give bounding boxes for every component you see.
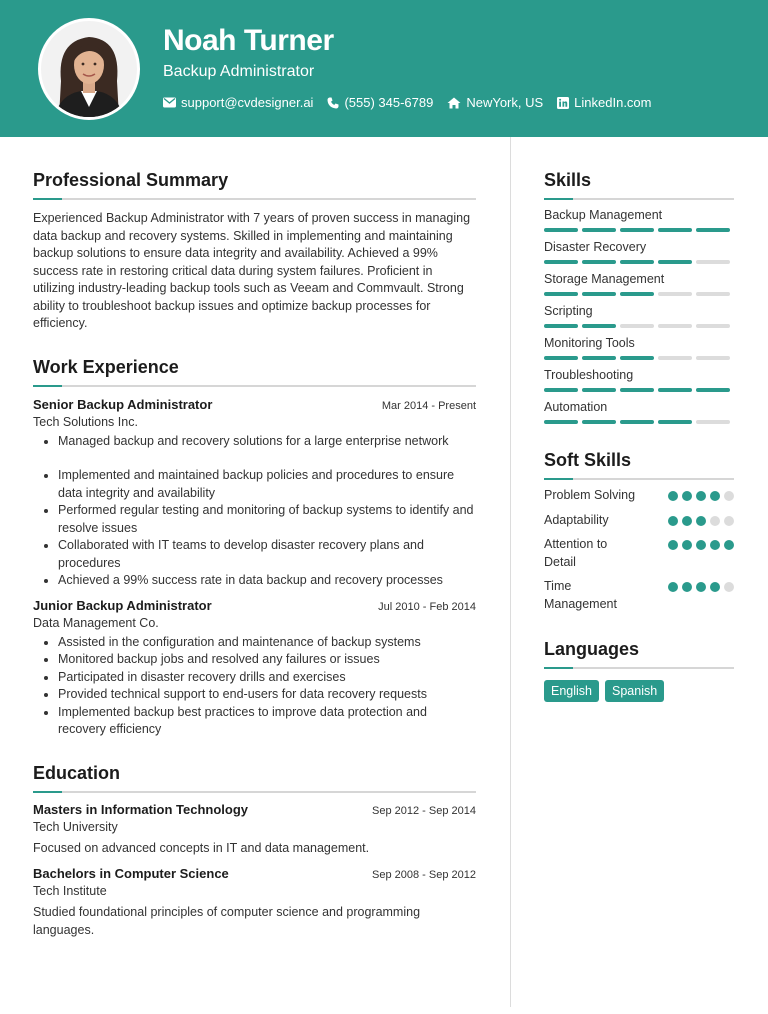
side-column bbox=[544, 170, 734, 702]
rating-dot bbox=[668, 540, 678, 550]
job-date: Mar 2014 - Present bbox=[381, 399, 476, 412]
rating-dot bbox=[710, 540, 720, 550]
section-rule bbox=[33, 385, 476, 387]
skill-item bbox=[544, 304, 734, 328]
level-segment bbox=[582, 356, 616, 360]
list-item: • Assisted in the configuration and maintenance of backup systems bbox=[58, 634, 476, 652]
level-segment bbox=[582, 388, 616, 392]
job-date: Jul 2010 - Feb 2014 bbox=[378, 600, 476, 613]
contact-email-text: support@cvdesigner.ai bbox=[181, 95, 314, 110]
soft-skill-rating bbox=[668, 491, 734, 501]
list-item: • Implemented and maintained backup policies and procedures to ensure data integrity and availability bbox=[58, 467, 476, 502]
soft-skill-rating bbox=[668, 516, 734, 526]
level-segment bbox=[582, 292, 616, 296]
column-divider bbox=[510, 137, 511, 1007]
level-segment bbox=[620, 388, 654, 392]
candidate-name: Noah Turner bbox=[163, 24, 334, 57]
rating-dot bbox=[668, 491, 678, 501]
contact-linkedin-text: LinkedIn.com bbox=[574, 95, 652, 110]
contact-email[interactable] bbox=[163, 95, 313, 110]
level-segment bbox=[658, 388, 692, 392]
level-segment bbox=[658, 356, 692, 360]
rating-dot bbox=[724, 582, 734, 592]
list-item: • Managed backup and recovery solutions for a large enterprise network bbox=[58, 433, 476, 451]
list-item: • Achieved a 99% success rate in data backup and recovery processes bbox=[58, 572, 476, 590]
job-entry bbox=[33, 397, 476, 590]
list-item: • Provided technical support to end-users for data recovery requests bbox=[58, 686, 476, 704]
rating-dot bbox=[724, 516, 734, 526]
list-item: • Performed regular testing and monitoring of backup systems to identify and resolve issues bbox=[58, 502, 476, 537]
soft-skill-rating bbox=[668, 582, 734, 592]
level-segment bbox=[658, 260, 692, 264]
skill-level-bar bbox=[544, 228, 734, 232]
rating-dot bbox=[724, 491, 734, 501]
education-date: Sep 2008 - Sep 2012 bbox=[372, 869, 476, 881]
list-item: • Collaborated with IT teams to develop disaster recovery plans and procedures bbox=[58, 537, 476, 572]
skill-name: Troubleshooting bbox=[544, 368, 634, 382]
level-segment bbox=[620, 324, 654, 328]
level-segment bbox=[620, 420, 654, 424]
soft-skill-name: Problem Solving bbox=[544, 488, 636, 502]
section-rule bbox=[544, 667, 734, 669]
skill-level-bar bbox=[544, 388, 734, 392]
level-segment bbox=[582, 420, 616, 424]
skills-section bbox=[544, 170, 734, 424]
degree-title: Bachelors in Computer Science bbox=[33, 866, 229, 881]
soft-skill-name: Adaptability bbox=[544, 512, 609, 527]
level-segment bbox=[658, 292, 692, 296]
education-entry bbox=[33, 802, 476, 858]
contact-phone[interactable] bbox=[327, 95, 433, 110]
level-segment bbox=[696, 228, 730, 232]
linkedin-icon bbox=[557, 97, 569, 109]
language-tag: English bbox=[544, 680, 599, 702]
rating-dot bbox=[696, 540, 706, 550]
section-title: Education bbox=[33, 762, 121, 783]
level-segment bbox=[582, 228, 616, 232]
skill-item bbox=[544, 400, 734, 424]
section-title: Skills bbox=[544, 170, 592, 190]
list-item: • Monitored backup jobs and resolved any failures or issues bbox=[58, 651, 476, 669]
level-segment bbox=[658, 420, 692, 424]
rating-dot bbox=[682, 540, 692, 550]
skills-list bbox=[544, 208, 734, 424]
section-rule bbox=[33, 198, 476, 200]
level-segment bbox=[620, 228, 654, 232]
soft-skill-name: Attention to Detail bbox=[544, 537, 608, 569]
level-segment bbox=[696, 292, 730, 296]
level-segment bbox=[582, 260, 616, 264]
rating-dot bbox=[682, 516, 692, 526]
skill-level-bar bbox=[544, 324, 734, 328]
soft-skill-item bbox=[544, 578, 734, 613]
rating-dot bbox=[710, 516, 720, 526]
skill-name: Scripting bbox=[544, 304, 593, 318]
education-desc: Focused on advanced concepts in IT and data management. bbox=[33, 840, 370, 855]
main-column bbox=[33, 170, 476, 939]
contact-location bbox=[447, 95, 543, 110]
level-segment bbox=[658, 324, 692, 328]
job-bullets bbox=[33, 634, 476, 739]
contact-list bbox=[163, 95, 652, 110]
job-title: Senior Backup Administrator bbox=[33, 396, 213, 412]
level-segment bbox=[620, 356, 654, 360]
contact-linkedin[interactable] bbox=[557, 95, 651, 110]
soft-skill-item bbox=[544, 512, 734, 530]
education-section bbox=[33, 763, 476, 940]
job-entry bbox=[33, 598, 476, 739]
phone-icon bbox=[327, 97, 339, 109]
education-desc: Studied foundational principles of computer science and programming languages. bbox=[33, 905, 421, 937]
soft-skill-item bbox=[544, 487, 734, 505]
education-date: Sep 2012 - Sep 2014 bbox=[372, 804, 476, 817]
level-segment bbox=[696, 260, 730, 264]
level-segment bbox=[544, 260, 578, 264]
job-company: Data Management Co. bbox=[33, 615, 159, 630]
skill-name: Backup Management bbox=[544, 208, 663, 222]
rating-dot bbox=[724, 540, 734, 550]
education-entry bbox=[33, 866, 476, 939]
degree-title: Masters in Information Technology bbox=[33, 801, 249, 817]
section-rule bbox=[33, 791, 476, 793]
rating-dot bbox=[682, 582, 692, 592]
language-tag: Spanish bbox=[605, 680, 664, 702]
level-segment bbox=[696, 420, 730, 424]
skill-name: Disaster Recovery bbox=[544, 240, 647, 254]
job-title: Junior Backup Administrator bbox=[33, 597, 212, 613]
section-title: Professional Summary bbox=[33, 170, 229, 190]
rating-dot bbox=[668, 582, 678, 592]
skill-item bbox=[544, 240, 734, 264]
skill-item bbox=[544, 368, 734, 392]
skill-item bbox=[544, 336, 734, 360]
school-name: Tech University bbox=[33, 819, 118, 834]
level-segment bbox=[658, 228, 692, 232]
resume-header bbox=[0, 0, 768, 137]
job-company: Tech Solutions Inc. bbox=[33, 414, 138, 429]
soft-skill-item bbox=[544, 536, 734, 571]
candidate-role: Backup Administrator bbox=[163, 63, 315, 80]
level-segment bbox=[544, 324, 578, 328]
level-segment bbox=[696, 324, 730, 328]
level-segment bbox=[696, 388, 730, 392]
skill-level-bar bbox=[544, 420, 734, 424]
skill-level-bar bbox=[544, 356, 734, 360]
rating-dot bbox=[668, 516, 678, 526]
summary-section bbox=[33, 170, 476, 333]
section-rule bbox=[544, 198, 734, 200]
contact-location-text: NewYork, US bbox=[466, 95, 544, 110]
level-segment bbox=[620, 260, 654, 264]
level-segment bbox=[544, 388, 578, 392]
soft-skills-section bbox=[544, 450, 734, 613]
section-title: Languages bbox=[544, 639, 640, 659]
list-item: • Implemented backup best practices to improve data protection and recovery efficiency bbox=[58, 704, 476, 739]
summary-text: Experienced Backup Administrator with 7 years of proven success in managing data backup and recovery systems. Skilled in implementing and maintaining backup solutions to ensure data integrity and availability. Achieved a 99% success rate in restoring critical data during system failures. Proficient in utilizing industry-leading backup tools such as Veeam and Commvault. Strong ability to troubleshoot backup issues and optimize backup processes for efficiency. bbox=[33, 211, 471, 330]
soft-skill-rating bbox=[668, 540, 734, 550]
rating-dot bbox=[710, 582, 720, 592]
job-bullets bbox=[33, 433, 476, 590]
rating-dot bbox=[696, 491, 706, 501]
section-title: Work Experience bbox=[33, 356, 179, 377]
language-tags bbox=[544, 680, 734, 702]
experience-section bbox=[33, 357, 476, 739]
rating-dot bbox=[710, 491, 720, 501]
skill-name: Storage Management bbox=[544, 272, 665, 286]
section-rule bbox=[544, 478, 734, 480]
level-segment bbox=[544, 420, 578, 424]
languages-section bbox=[544, 639, 734, 702]
skill-name: Monitoring Tools bbox=[544, 336, 635, 350]
rating-dot bbox=[696, 516, 706, 526]
rating-dot bbox=[696, 582, 706, 592]
level-segment bbox=[544, 228, 578, 232]
school-name: Tech Institute bbox=[33, 884, 107, 898]
rating-dot bbox=[682, 491, 692, 501]
level-segment bbox=[544, 356, 578, 360]
profile-photo bbox=[38, 18, 140, 120]
contact-phone-text: (555) 345-6789 bbox=[344, 95, 434, 110]
skill-item bbox=[544, 272, 734, 296]
list-item: • Participated in disaster recovery drills and exercises bbox=[58, 669, 476, 687]
level-segment bbox=[620, 292, 654, 296]
skill-level-bar bbox=[544, 292, 734, 296]
home-icon bbox=[447, 97, 461, 109]
soft-skill-name: Time Management bbox=[544, 579, 617, 611]
skill-name: Automation bbox=[544, 400, 608, 414]
envelope-icon bbox=[163, 97, 176, 108]
skill-item bbox=[544, 208, 734, 232]
skill-level-bar bbox=[544, 260, 734, 264]
section-title: Soft Skills bbox=[544, 450, 632, 470]
level-segment bbox=[582, 324, 616, 328]
level-segment bbox=[696, 356, 730, 360]
level-segment bbox=[544, 292, 578, 296]
